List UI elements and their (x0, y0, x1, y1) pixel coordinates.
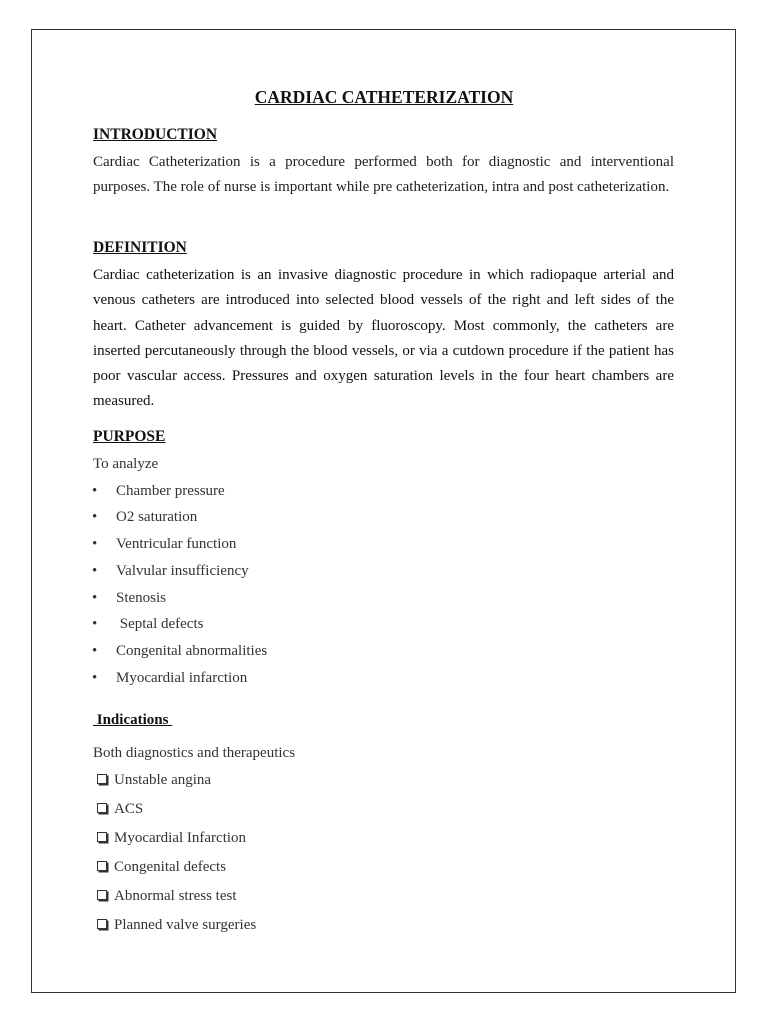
list-item: Planned valve surgeries (97, 917, 256, 934)
bullet-icon: • (92, 483, 98, 499)
list-item: ACS (97, 801, 143, 818)
definition-heading: DEFINITION (93, 239, 187, 256)
checkbox-icon (97, 774, 107, 784)
checkbox-icon (97, 803, 107, 813)
list-item: Myocardial Infarction (97, 830, 246, 847)
checkbox-icon (97, 832, 107, 842)
checkbox-icon (97, 861, 107, 871)
purpose-heading: PURPOSE (93, 428, 166, 445)
bullet-icon: • (92, 590, 98, 606)
list-item: Congenital defects (97, 859, 226, 876)
bullet-icon: • (92, 563, 98, 579)
indications-intro: Both diagnostics and therapeutics (93, 745, 296, 761)
introduction-text: Cardiac Catheterization is a procedure performed both for diagnostic and interventional purposes. The role of nurse is important while pre catheterization, intra and post catheterization. (93, 154, 674, 196)
list-item: Unstable angina (97, 772, 211, 789)
document-title: CARDIAC CATHETERIZATION (254, 87, 514, 107)
bullet-icon: • (92, 616, 98, 632)
purpose-intro: To analyze (93, 456, 159, 472)
indications-heading: Indications (93, 712, 173, 728)
bullet-icon: • (92, 643, 98, 659)
bullet-icon: • (92, 536, 98, 552)
bullet-icon: • (92, 670, 98, 686)
introduction-heading: INTRODUCTION (93, 126, 218, 143)
definition-text: Cardiac catheterization is an invasive diagnostic procedure in which radiopaque arterial and venous catheters are introduced into selected blood vessels of the right and left sides of the heart. Catheter advancement is guided by fluoroscopy. Most commonly, the catheters are inserted percutaneously through the blood vessels, or via a cutdown procedure if the patient has poor vascular access. Pressures and oxygen saturation levels in the four heart chambers are measured. (93, 267, 674, 410)
list-item: Abnormal stress test (97, 888, 236, 905)
bullet-icon: • (92, 509, 98, 525)
checkbox-icon (97, 919, 107, 929)
checkbox-icon (97, 890, 107, 900)
